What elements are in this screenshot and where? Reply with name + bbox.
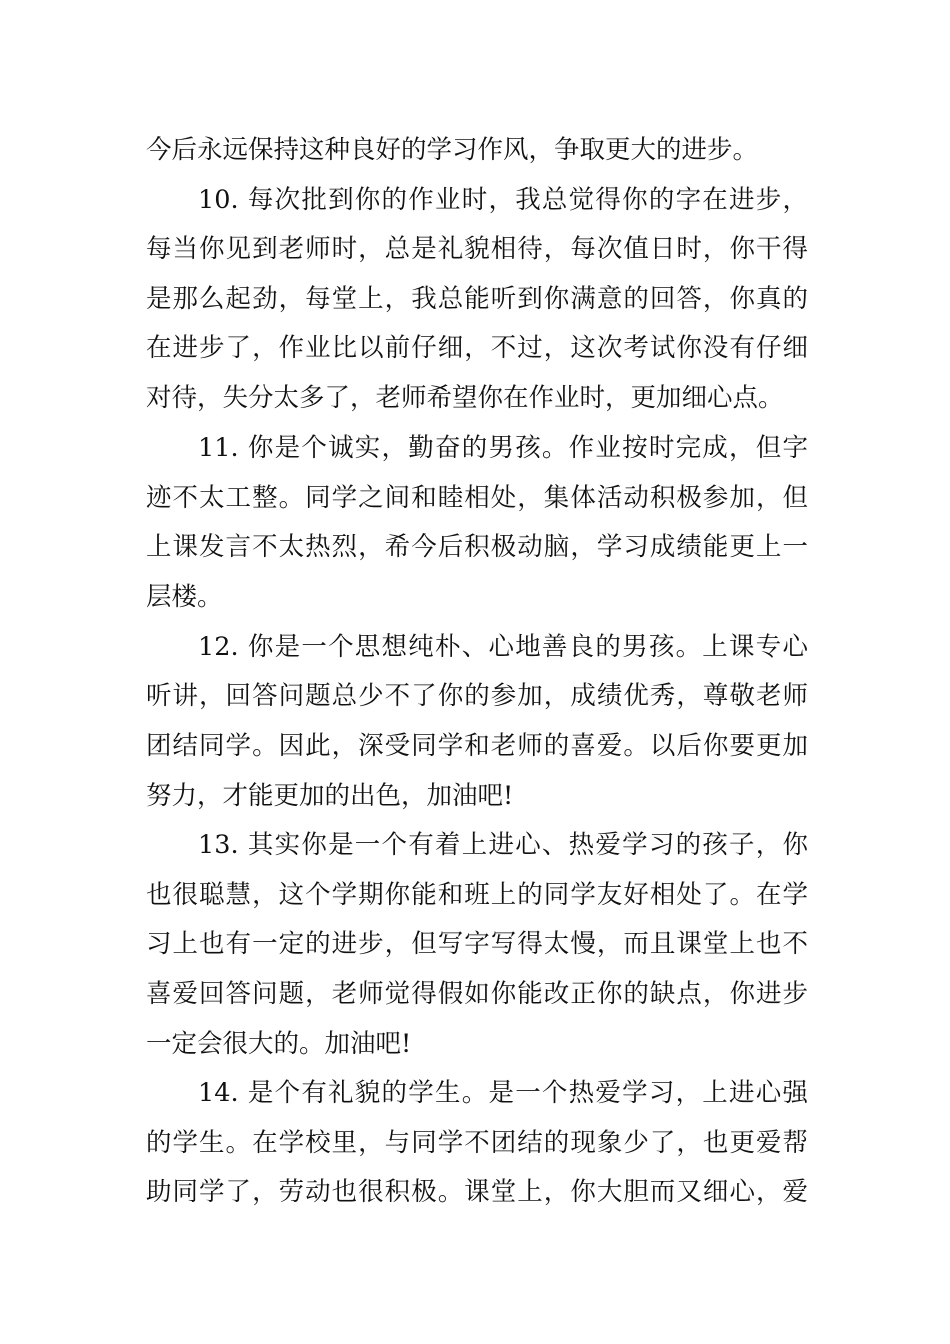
text-line: 对待，失分太多了，老师希望你在作业时，更加细心点。 bbox=[146, 383, 784, 413]
text-line: 努力，才能更加的出色，加油吧! bbox=[146, 781, 514, 811]
text-line: 在进步了，作业比以前仔细，不过，这次考试你没有仔细 bbox=[146, 333, 808, 363]
text-line: 13. 其实你是一个有着上进心、热爱学习的孩子，你 bbox=[198, 830, 808, 860]
text-line: 听讲，回答问题总少不了你的参加，成绩优秀，尊敬老师 bbox=[146, 681, 808, 711]
text-line: 是那么起劲，每堂上，我总能听到你满意的回答，你真的 bbox=[146, 284, 808, 314]
text-line: 12. 你是一个思想纯朴、心地善良的男孩。上课专心 bbox=[198, 632, 808, 662]
text-line: 的学生。在学校里，与同学不团结的现象少了，也更爱帮 bbox=[146, 1128, 808, 1158]
text-line: 11. 你是个诚实，勤奋的男孩。作业按时完成，但字 bbox=[198, 433, 808, 463]
text-line: 14. 是个有礼貌的学生。是一个热爱学习，上进心强 bbox=[198, 1078, 808, 1108]
text-line: 助同学了，劳动也很积极。课堂上，你大胆而又细心，爱 bbox=[146, 1177, 808, 1207]
text-line: 一定会很大的。加油吧! bbox=[146, 1029, 412, 1059]
text-line: 迹不太工整。同学之间和睦相处，集体活动积极参加，但 bbox=[146, 483, 808, 513]
text-line: 团结同学。因此，深受同学和老师的喜爱。以后你要更加 bbox=[146, 731, 808, 761]
text-line: 习上也有一定的进步，但写字写得太慢，而且课堂上也不 bbox=[146, 929, 808, 959]
text-line: 也很聪慧，这个学期你能和班上的同学友好相处了。在学 bbox=[146, 880, 808, 910]
text-line: 层楼。 bbox=[146, 582, 223, 612]
text-line: 每当你见到老师时，总是礼貌相待，每次值日时，你干得 bbox=[146, 234, 808, 264]
text-line: 今后永远保持这种良好的学习作风，争取更大的进步。 bbox=[146, 135, 759, 165]
text-line: 上课发言不太热烈，希今后积极动脑，学习成绩能更上一 bbox=[146, 532, 808, 562]
text-line: 喜爱回答问题，老师觉得假如你能改正你的缺点，你进步 bbox=[146, 979, 808, 1009]
text-line: 10. 每次批到你的作业时，我总觉得你的字在进步， bbox=[198, 185, 808, 215]
